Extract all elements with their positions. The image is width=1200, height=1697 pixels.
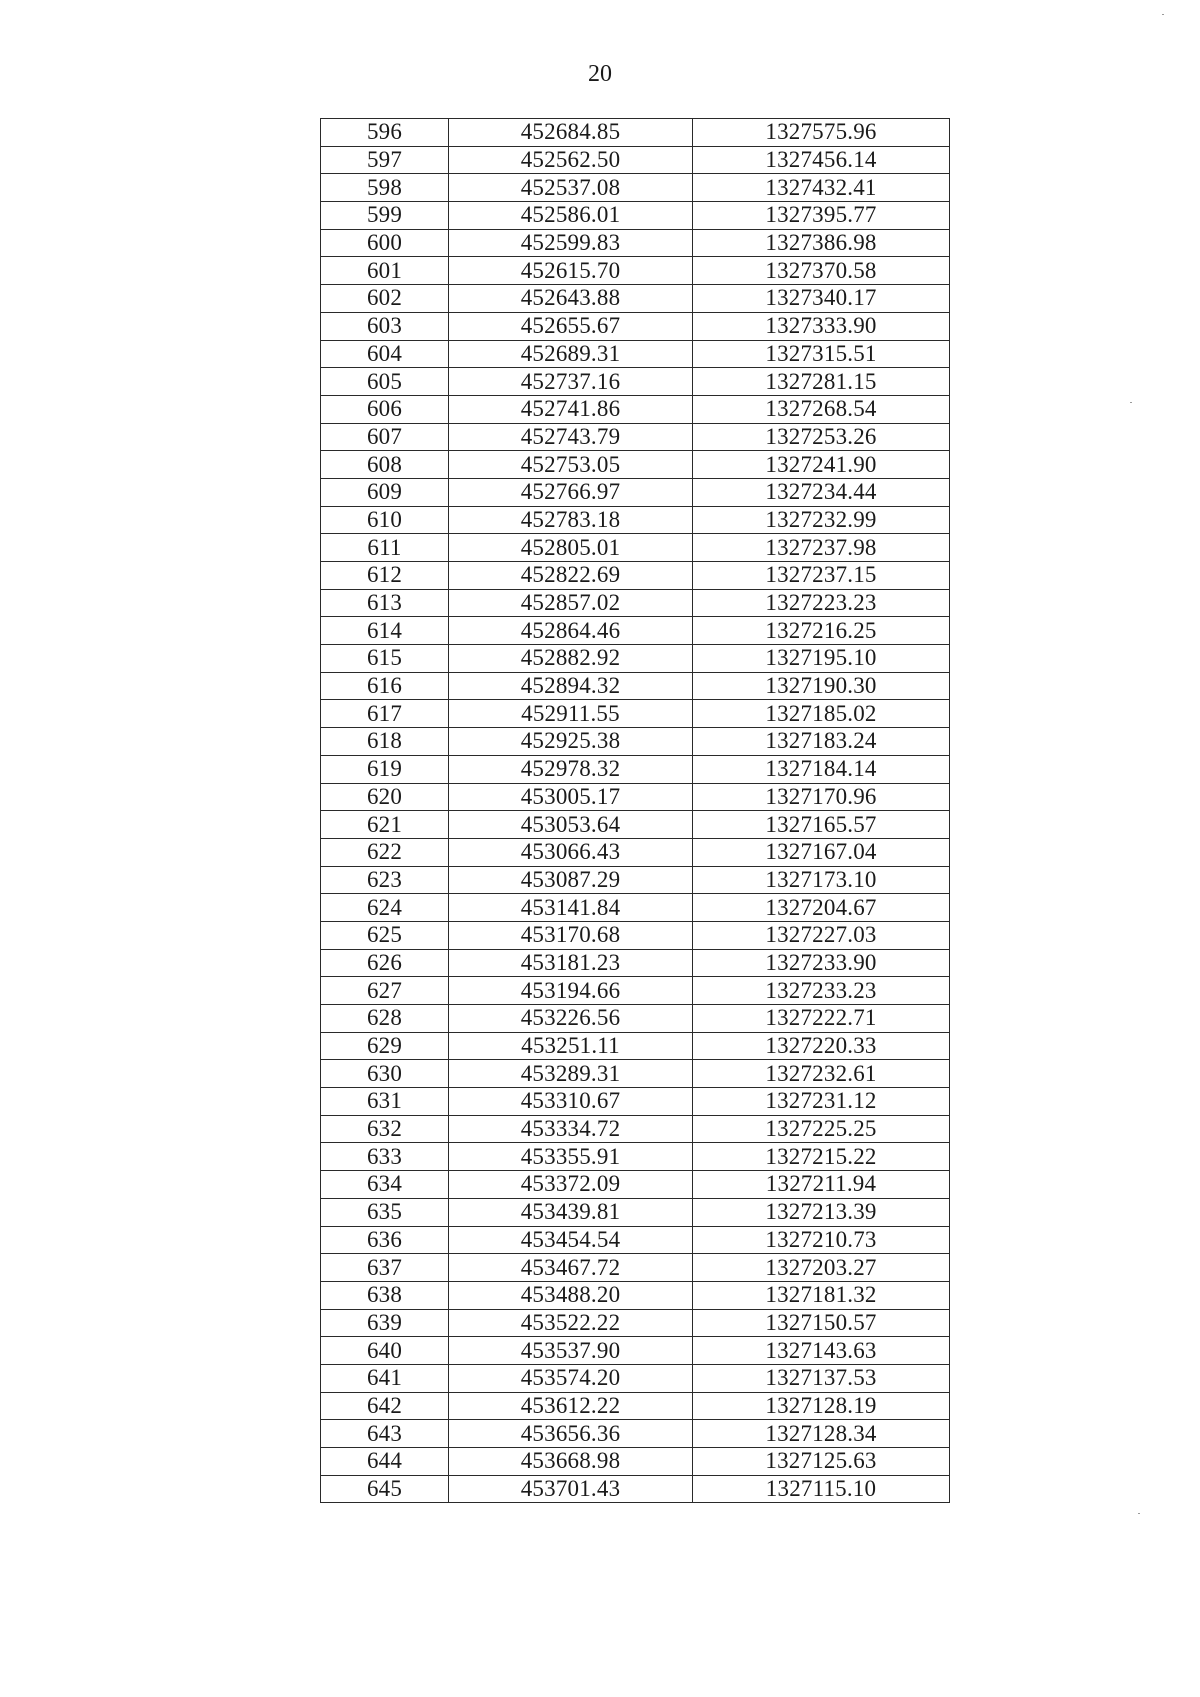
point-number-cell: 621 [321, 811, 449, 839]
table-row [321, 146, 950, 174]
y-coordinate-cell: 1327181.32 [693, 1281, 950, 1309]
x-coordinate-cell: 452615.70 [449, 257, 693, 285]
y-coordinate-cell: 1327203.27 [693, 1254, 950, 1282]
y-coordinate-cell: 1327456.14 [693, 146, 950, 174]
x-coordinate-cell: 452911.55 [449, 700, 693, 728]
table-row [321, 202, 950, 230]
table-row [321, 894, 950, 922]
scan-speck [1138, 1513, 1140, 1514]
point-number-cell: 624 [321, 894, 449, 922]
table-row [321, 1115, 950, 1143]
table-row [321, 395, 950, 423]
point-number-cell: 625 [321, 921, 449, 949]
y-coordinate-cell: 1327234.44 [693, 478, 950, 506]
table-row [321, 1088, 950, 1116]
y-coordinate-cell: 1327115.10 [693, 1475, 950, 1503]
x-coordinate-cell: 453226.56 [449, 1005, 693, 1033]
x-coordinate-cell: 453454.54 [449, 1226, 693, 1254]
y-coordinate-cell: 1327170.96 [693, 783, 950, 811]
point-number-cell: 596 [321, 119, 449, 147]
point-number-cell: 641 [321, 1364, 449, 1392]
table-row [321, 1475, 950, 1503]
point-number-cell: 599 [321, 202, 449, 230]
table-row [321, 1005, 950, 1033]
x-coordinate-cell: 452537.08 [449, 174, 693, 202]
y-coordinate-cell: 1327241.90 [693, 451, 950, 479]
x-coordinate-cell: 453334.72 [449, 1115, 693, 1143]
y-coordinate-cell: 1327225.25 [693, 1115, 950, 1143]
point-number-cell: 620 [321, 783, 449, 811]
point-number-cell: 607 [321, 423, 449, 451]
y-coordinate-cell: 1327210.73 [693, 1226, 950, 1254]
table-row [321, 257, 950, 285]
table-row [321, 783, 950, 811]
x-coordinate-cell: 452743.79 [449, 423, 693, 451]
y-coordinate-cell: 1327395.77 [693, 202, 950, 230]
point-number-cell: 626 [321, 949, 449, 977]
point-number-cell: 640 [321, 1337, 449, 1365]
table-row [321, 174, 950, 202]
y-coordinate-cell: 1327237.98 [693, 534, 950, 562]
point-number-cell: 635 [321, 1198, 449, 1226]
point-number-cell: 642 [321, 1392, 449, 1420]
x-coordinate-cell: 452925.38 [449, 728, 693, 756]
point-number-cell: 597 [321, 146, 449, 174]
table-row [321, 1364, 950, 1392]
x-coordinate-cell: 453439.81 [449, 1198, 693, 1226]
table-row [321, 1420, 950, 1448]
x-coordinate-cell: 453612.22 [449, 1392, 693, 1420]
table-row [321, 949, 950, 977]
y-coordinate-cell: 1327185.02 [693, 700, 950, 728]
table-row [321, 119, 950, 147]
y-coordinate-cell: 1327220.33 [693, 1032, 950, 1060]
x-coordinate-cell: 452882.92 [449, 645, 693, 673]
table-row [321, 368, 950, 396]
x-coordinate-cell: 452562.50 [449, 146, 693, 174]
y-coordinate-cell: 1327231.12 [693, 1088, 950, 1116]
x-coordinate-cell: 452805.01 [449, 534, 693, 562]
y-coordinate-cell: 1327137.53 [693, 1364, 950, 1392]
point-number-cell: 628 [321, 1005, 449, 1033]
y-coordinate-cell: 1327195.10 [693, 645, 950, 673]
y-coordinate-cell: 1327268.54 [693, 395, 950, 423]
point-number-cell: 618 [321, 728, 449, 756]
point-number-cell: 637 [321, 1254, 449, 1282]
table-row [321, 1337, 950, 1365]
y-coordinate-cell: 1327150.57 [693, 1309, 950, 1337]
scan-speck [1130, 402, 1132, 403]
point-number-cell: 609 [321, 478, 449, 506]
point-number-cell: 629 [321, 1032, 449, 1060]
y-coordinate-cell: 1327233.23 [693, 977, 950, 1005]
x-coordinate-cell: 452655.67 [449, 312, 693, 340]
x-coordinate-cell: 453289.31 [449, 1060, 693, 1088]
point-number-cell: 615 [321, 645, 449, 673]
page-number: 20 [588, 61, 612, 87]
point-number-cell: 631 [321, 1088, 449, 1116]
y-coordinate-cell: 1327227.03 [693, 921, 950, 949]
table-row [321, 229, 950, 257]
y-coordinate-cell: 1327232.99 [693, 506, 950, 534]
table-row [321, 1060, 950, 1088]
table-row [321, 340, 950, 368]
point-number-cell: 617 [321, 700, 449, 728]
x-coordinate-cell: 452864.46 [449, 617, 693, 645]
x-coordinate-cell: 453087.29 [449, 866, 693, 894]
y-coordinate-cell: 1327340.17 [693, 285, 950, 313]
y-coordinate-cell: 1327575.96 [693, 119, 950, 147]
x-coordinate-cell: 453066.43 [449, 838, 693, 866]
table-row [321, 1309, 950, 1337]
x-coordinate-cell: 453251.11 [449, 1032, 693, 1060]
x-coordinate-cell: 453488.20 [449, 1281, 693, 1309]
x-coordinate-cell: 453668.98 [449, 1448, 693, 1476]
point-number-cell: 623 [321, 866, 449, 894]
table-row [321, 285, 950, 313]
scan-speck [1162, 14, 1164, 15]
point-number-cell: 633 [321, 1143, 449, 1171]
table-row [321, 1143, 950, 1171]
y-coordinate-cell: 1327143.63 [693, 1337, 950, 1365]
x-coordinate-cell: 453537.90 [449, 1337, 693, 1365]
x-coordinate-cell: 452857.02 [449, 589, 693, 617]
point-number-cell: 604 [321, 340, 449, 368]
table-row [321, 700, 950, 728]
y-coordinate-cell: 1327432.41 [693, 174, 950, 202]
y-coordinate-cell: 1327215.22 [693, 1143, 950, 1171]
point-number-cell: 638 [321, 1281, 449, 1309]
point-number-cell: 636 [321, 1226, 449, 1254]
table-row [321, 562, 950, 590]
y-coordinate-cell: 1327128.34 [693, 1420, 950, 1448]
x-coordinate-cell: 453141.84 [449, 894, 693, 922]
y-coordinate-cell: 1327125.63 [693, 1448, 950, 1476]
point-number-cell: 612 [321, 562, 449, 590]
y-coordinate-cell: 1327237.15 [693, 562, 950, 590]
point-number-cell: 632 [321, 1115, 449, 1143]
table-row [321, 1198, 950, 1226]
table-row [321, 672, 950, 700]
x-coordinate-cell: 453181.23 [449, 949, 693, 977]
x-coordinate-cell: 452689.31 [449, 340, 693, 368]
y-coordinate-cell: 1327211.94 [693, 1171, 950, 1199]
y-coordinate-cell: 1327223.23 [693, 589, 950, 617]
x-coordinate-cell: 453522.22 [449, 1309, 693, 1337]
table-row [321, 977, 950, 1005]
y-coordinate-cell: 1327386.98 [693, 229, 950, 257]
table-row [321, 1226, 950, 1254]
x-coordinate-cell: 452599.83 [449, 229, 693, 257]
point-number-cell: 627 [321, 977, 449, 1005]
x-coordinate-cell: 452684.85 [449, 119, 693, 147]
y-coordinate-cell: 1327190.30 [693, 672, 950, 700]
point-number-cell: 600 [321, 229, 449, 257]
table-row [321, 728, 950, 756]
point-number-cell: 630 [321, 1060, 449, 1088]
table-row [321, 1254, 950, 1282]
x-coordinate-cell: 452586.01 [449, 202, 693, 230]
y-coordinate-cell: 1327333.90 [693, 312, 950, 340]
point-number-cell: 619 [321, 755, 449, 783]
table-row [321, 811, 950, 839]
table-row [321, 312, 950, 340]
x-coordinate-cell: 452737.16 [449, 368, 693, 396]
y-coordinate-cell: 1327253.26 [693, 423, 950, 451]
y-coordinate-cell: 1327165.57 [693, 811, 950, 839]
table-row [321, 617, 950, 645]
table-row [321, 866, 950, 894]
x-coordinate-cell: 452978.32 [449, 755, 693, 783]
x-coordinate-cell: 453310.67 [449, 1088, 693, 1116]
x-coordinate-cell: 453467.72 [449, 1254, 693, 1282]
table-row [321, 838, 950, 866]
x-coordinate-cell: 452766.97 [449, 478, 693, 506]
y-coordinate-cell: 1327222.71 [693, 1005, 950, 1033]
table-row [321, 506, 950, 534]
table-row [321, 478, 950, 506]
x-coordinate-cell: 453053.64 [449, 811, 693, 839]
point-number-cell: 608 [321, 451, 449, 479]
point-number-cell: 598 [321, 174, 449, 202]
x-coordinate-cell: 452783.18 [449, 506, 693, 534]
y-coordinate-cell: 1327167.04 [693, 838, 950, 866]
table-row [321, 589, 950, 617]
y-coordinate-cell: 1327184.14 [693, 755, 950, 783]
x-coordinate-cell: 453355.91 [449, 1143, 693, 1171]
point-number-cell: 613 [321, 589, 449, 617]
x-coordinate-cell: 452822.69 [449, 562, 693, 590]
y-coordinate-cell: 1327281.15 [693, 368, 950, 396]
point-number-cell: 605 [321, 368, 449, 396]
y-coordinate-cell: 1327128.19 [693, 1392, 950, 1420]
x-coordinate-cell: 452741.86 [449, 395, 693, 423]
table-row [321, 451, 950, 479]
table-row [321, 1032, 950, 1060]
y-coordinate-cell: 1327370.58 [693, 257, 950, 285]
point-number-cell: 634 [321, 1171, 449, 1199]
x-coordinate-cell: 453701.43 [449, 1475, 693, 1503]
x-coordinate-cell: 453574.20 [449, 1364, 693, 1392]
point-number-cell: 622 [321, 838, 449, 866]
y-coordinate-cell: 1327213.39 [693, 1198, 950, 1226]
point-number-cell: 614 [321, 617, 449, 645]
table-row [321, 1171, 950, 1199]
y-coordinate-cell: 1327232.61 [693, 1060, 950, 1088]
x-coordinate-cell: 453372.09 [449, 1171, 693, 1199]
point-number-cell: 602 [321, 285, 449, 313]
point-number-cell: 606 [321, 395, 449, 423]
table-row [321, 1448, 950, 1476]
y-coordinate-cell: 1327315.51 [693, 340, 950, 368]
y-coordinate-cell: 1327173.10 [693, 866, 950, 894]
x-coordinate-cell: 453170.68 [449, 921, 693, 949]
point-number-cell: 601 [321, 257, 449, 285]
table-row [321, 534, 950, 562]
point-number-cell: 603 [321, 312, 449, 340]
x-coordinate-cell: 453656.36 [449, 1420, 693, 1448]
point-number-cell: 611 [321, 534, 449, 562]
x-coordinate-cell: 453194.66 [449, 977, 693, 1005]
point-number-cell: 616 [321, 672, 449, 700]
table-row [321, 645, 950, 673]
table-row [321, 423, 950, 451]
table-row [321, 1392, 950, 1420]
table-row [321, 1281, 950, 1309]
point-number-cell: 610 [321, 506, 449, 534]
y-coordinate-cell: 1327183.24 [693, 728, 950, 756]
point-number-cell: 639 [321, 1309, 449, 1337]
point-number-cell: 644 [321, 1448, 449, 1476]
y-coordinate-cell: 1327233.90 [693, 949, 950, 977]
table-body [321, 119, 950, 1503]
table-row [321, 755, 950, 783]
x-coordinate-cell: 452753.05 [449, 451, 693, 479]
x-coordinate-cell: 452643.88 [449, 285, 693, 313]
y-coordinate-cell: 1327216.25 [693, 617, 950, 645]
coordinates-table [320, 118, 950, 1503]
x-coordinate-cell: 452894.32 [449, 672, 693, 700]
point-number-cell: 643 [321, 1420, 449, 1448]
y-coordinate-cell: 1327204.67 [693, 894, 950, 922]
table-row [321, 921, 950, 949]
x-coordinate-cell: 453005.17 [449, 783, 693, 811]
point-number-cell: 645 [321, 1475, 449, 1503]
